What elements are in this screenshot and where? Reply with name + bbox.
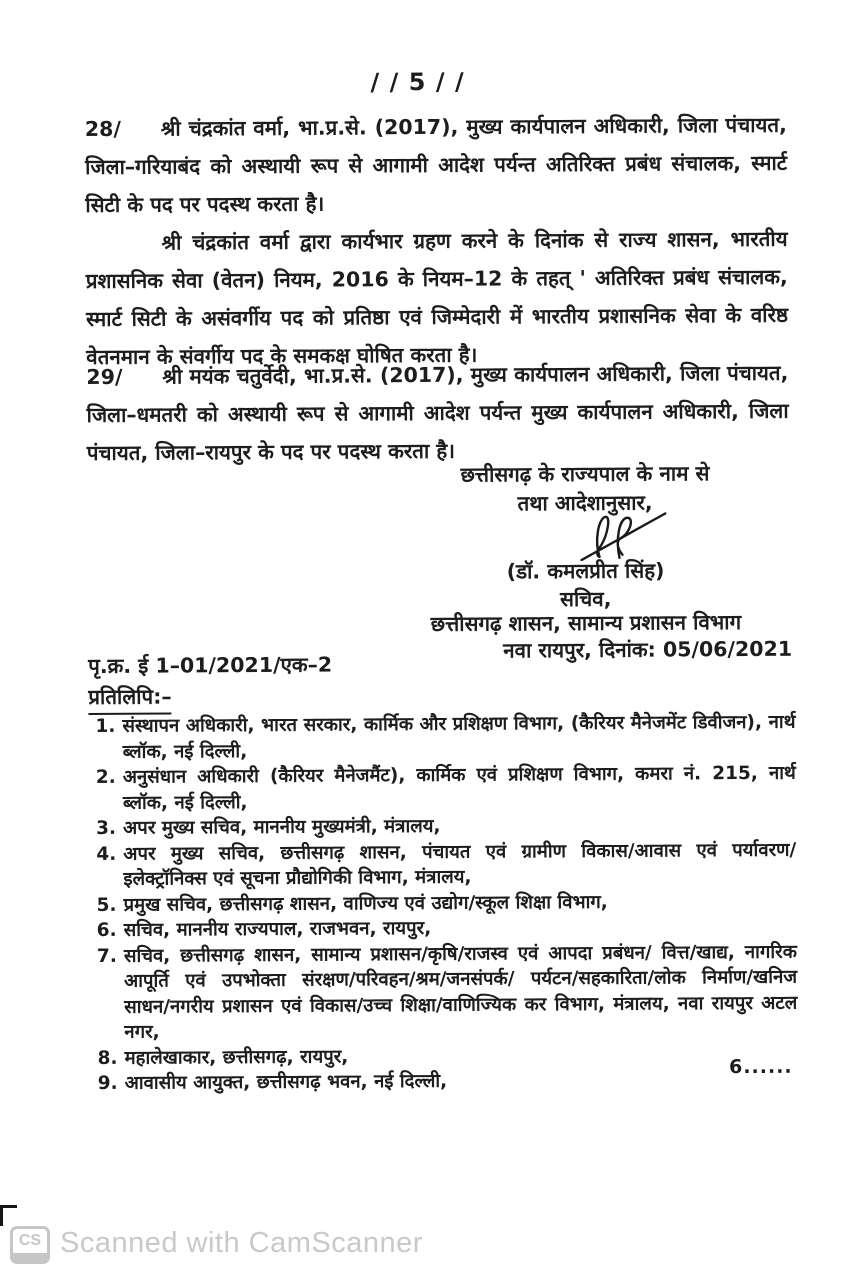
signatory-designation: सचिव, (559, 586, 612, 612)
paragraph-number: 29/ (86, 364, 123, 390)
list-item-number: 1. (95, 715, 116, 737)
paragraph-29 (86, 354, 789, 472)
list-item-number: 9. (97, 1072, 118, 1094)
list-item-text: आवासीय आयुक्त, छत्तीसगढ़ भवन, नई दिल्ली, (124, 1070, 448, 1094)
camscanner-watermark: Scanned with CamScanner (60, 1227, 423, 1259)
list-item-text: प्रमुख सचिव, छत्तीसगढ़ शासन, वाणिज्य एवं उद्योग/स्कूल शिक्षा विभाग, (123, 891, 608, 916)
list-item-text: सचिव, छत्तीसगढ़ शासन, सामान्य प्रशासन/कृषि/राजस्व एवं आपदा प्रबंधन/ वित्त/खाद्य, नागरिक आपूर्ति एवं उपभोक्ता संरक्षण/परिवहन/श्रम/जनसंपर्क/ पर्यटन/सहकारिता/लोक निर्माण/खनिज साधन/नगरीय प्रशासन एवं विकास/उच्च शिक्षा/वाणिज्यिक कर विभाग, मंत्रालय, नवा रायपुर अटल नगर, (123, 941, 798, 1043)
list-item-number: 6. (96, 919, 117, 941)
list-item-number: 3. (96, 817, 117, 839)
list-item (97, 939, 798, 1045)
paragraph-text: श्री चंद्रकांत वर्मा, भा.प्र.से. (2017), मुख्य कार्यपालन अधिकारी, जिला पंचायत, जिला–गरियाबंद को अस्थायी रूप से आगामी आदेश पर्यन्त अतिरिक्त प्रबंध संचालक, स्मार्ट सिटी के पद पर पदस्थ करता है। (85, 112, 788, 218)
in-name-of-governor-line: छत्तीसगढ़ के राज्यपाल के नाम से (460, 461, 710, 487)
list-item-number: 8. (97, 1047, 118, 1069)
signatory-name: (डॉ. कमलप्रीत सिंह) (506, 558, 665, 584)
list-item-text: अपर मुख्य सचिव, छत्तीसगढ़ शासन, पंचायत एवं ग्रामीण विकास/आवास एवं पर्यावरण/ इलेक्ट्रॉनिक्स एवं सूचना प्रौद्योगिकी विभाग, मंत्रालय, (123, 839, 797, 890)
endorsement-number: पृ.क्र. ई 1–01/2021/एक–2 (88, 652, 333, 679)
camscanner-logo-icon (10, 1226, 50, 1264)
list-item-number: 5. (96, 894, 117, 916)
paragraph-equivalence (85, 220, 788, 376)
paragraph-text: श्री चंद्रकांत वर्मा द्वारा कार्यभार ग्रहण करने के दिनांक से राज्य शासन, भारतीय प्रशासनिक सेवा (वेतन) नियम, 2016 के नियम–12 के तहत् ' अतिरिक्त प्रबंध संचालक, स्मार्ट सिटी के असंवर्गीय पद को प्रतिष्ठा एवं जिम्मेदारी में भारतीय प्रशासनिक सेवा के वरिष्ठ वेतनमान के संवर्गीय पद के समकक्ष घोषित करता है। (85, 226, 789, 370)
copies-heading: प्रतिलिपि:– (88, 683, 171, 716)
continuation-page-marker: 6...... (729, 1055, 793, 1079)
list-item (96, 761, 796, 816)
signature-block (399, 460, 772, 652)
list-item-text: अपर मुख्य सचिव, माननीय मुख्यमंत्री, मंत्रालय, (123, 815, 441, 839)
list-item-text: अनुसंधान अधिकारी (कैरियर मैनेजमैंट), कार्मिक एवं प्रशिक्षण विभाग, कमरा नं. 215, नार्थ ब्लॉक, नई दिल्ली, (122, 762, 796, 814)
signatory-department: छत्तीसगढ़ शासन, सामान्य प्रशासन विभाग (430, 610, 742, 636)
list-item (95, 710, 795, 765)
list-item-number: 2. (95, 766, 116, 788)
list-item-number: 7. (96, 945, 117, 967)
paragraph-28 (85, 106, 788, 224)
list-item-text: महालेखाकार, छत्तीसगढ़, रायपुर, (124, 1045, 349, 1069)
list-item-text: सचिव, माननीय राज्यपाल, राजभवन, रायपुर, (123, 917, 432, 941)
camscanner-logo-text: CS (10, 1226, 50, 1264)
page-number: / / 5 / / (370, 67, 465, 97)
paragraph-text: श्री मयंक चतुर्वेदी, भा.प्र.से. (2017), मुख्य कार्यपालन अधिकारी, जिला पंचायत, जिला–धमतरी को अस्थायी रूप से आगामी आदेश पर्यन्त मुख्य कार्यपालन अधिकारी, जिला पंचायत, जिला–रायपुर के पद पर पदस्थ करता है। (86, 360, 789, 466)
list-item-number: 4. (96, 843, 117, 865)
page-corner-mark (0, 1205, 17, 1226)
list-item (98, 1067, 798, 1097)
list-item-text: संस्थापन अधिकारी, भारत सरकार, कार्मिक और प्रशिक्षण विभाग, (कैरियर मैनेजमेंट डिवीजन), नार्थ ब्लॉक, नई दिल्ली, (122, 711, 796, 763)
copy-distribution-list (95, 710, 797, 1097)
by-order-line: तथा आदेशानुसार, (517, 490, 653, 516)
paragraph-number: 28/ (84, 116, 121, 142)
place-and-date: नवा रायपुर, दिनांक: 05/06/2021 (503, 636, 793, 663)
list-item (96, 837, 796, 892)
